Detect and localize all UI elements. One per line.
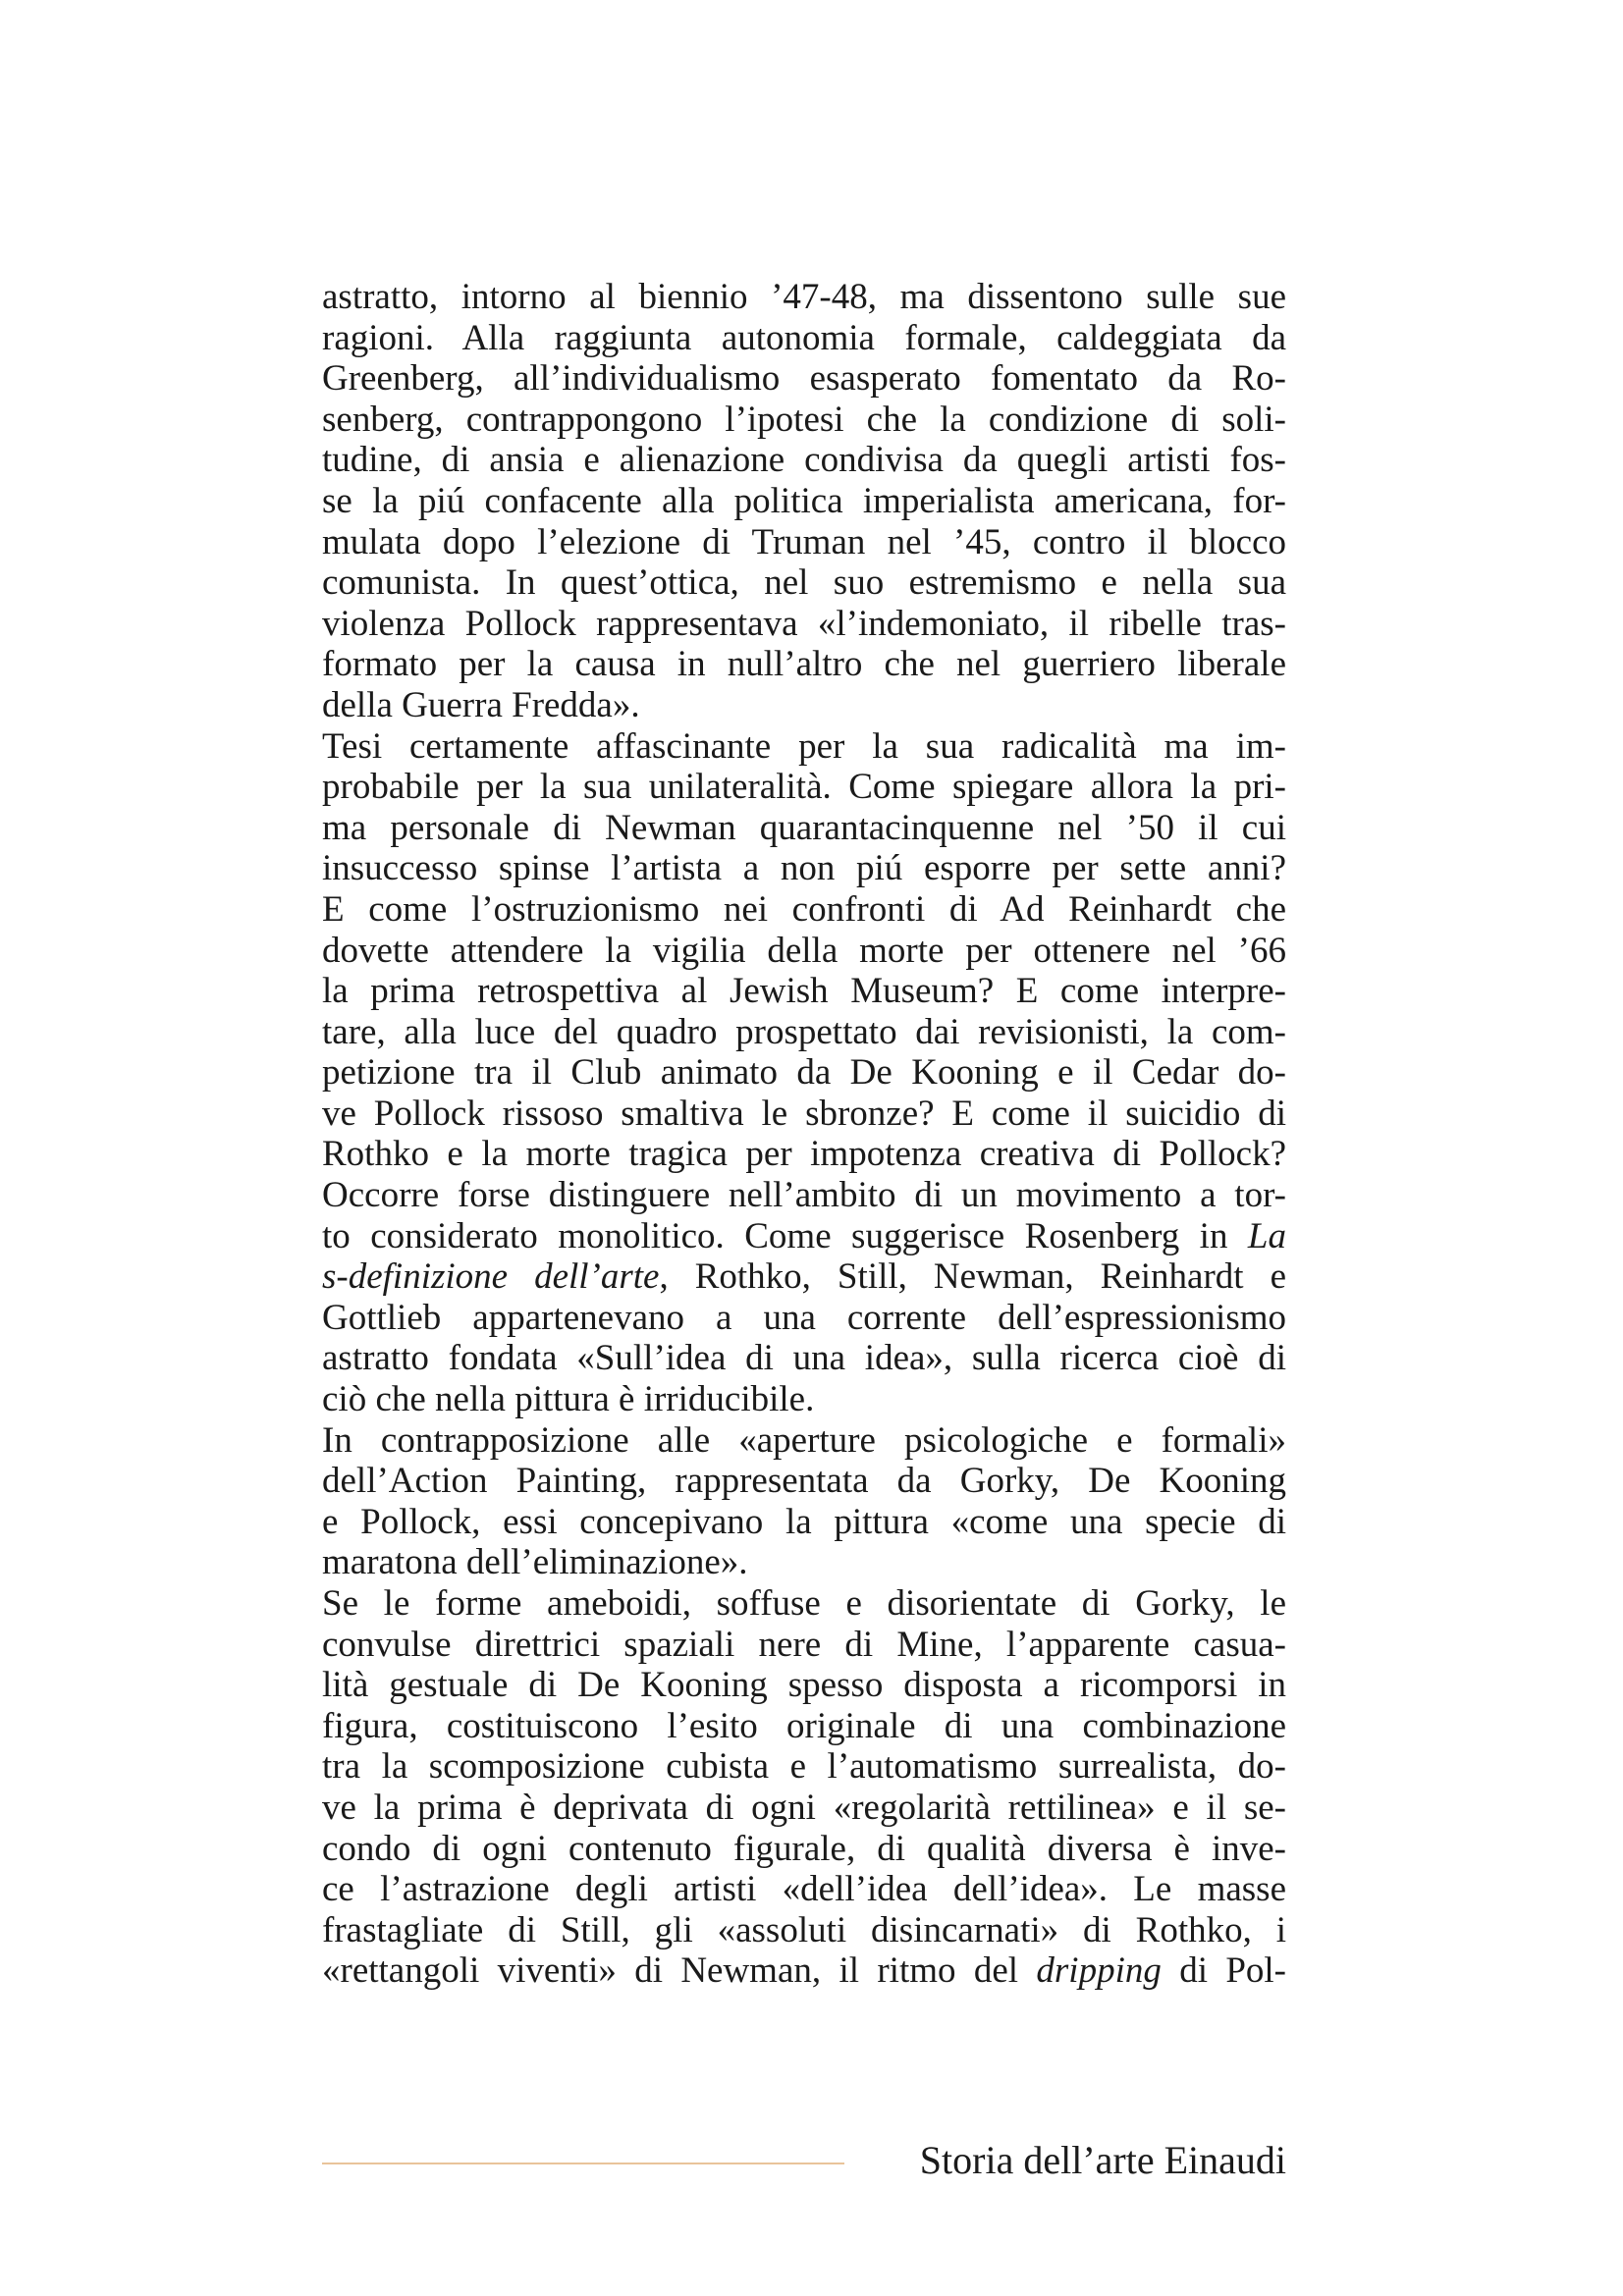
text-line: violenza Pollock rappresentava «l’indemoniato, il ribelle tras-: [322, 603, 1286, 644]
text-line: e Pollock, essi concepivano la pittura «come una specie di: [322, 1501, 1286, 1542]
text-line: astratto fondata «Sull’idea di una idea», sulla ricerca cioè di: [322, 1338, 1286, 1379]
text-line: ve la prima è deprivata di ogni «regolarità rettilinea» e il se-: [322, 1787, 1286, 1828]
text-line: comunista. In quest’ottica, nel suo estremismo e nella sua: [322, 562, 1286, 604]
text-line: ragioni. Alla raggiunta autonomia formale, caldeggiata da: [322, 317, 1286, 358]
text-line: ma personale di Newman quarantacinquenne nel ’50 il cui: [322, 807, 1286, 848]
text-line: dovette attendere la vigilia della morte per ottenere nel ’66: [322, 930, 1286, 971]
text-line: tra la scomposizione cubista e l’automatismo surrealista, do-: [322, 1746, 1286, 1788]
body-text: [322, 277, 1286, 1992]
text-line: [322, 1950, 1286, 1992]
text-line: Rothko e la morte tragica per impotenza creativa di Pollock?: [322, 1134, 1286, 1175]
footer-title: Storia dell’arte Einaudi: [919, 2138, 1286, 2182]
text-line: senberg, contrappongono l’ipotesi che la condizione di soli-: [322, 399, 1286, 440]
text-line: Se le forme ameboidi, soffuse e disorientate di Gorky, le: [322, 1583, 1286, 1624]
text-line: mulata dopo l’elezione di Truman nel ’45, contro il blocco: [322, 521, 1286, 562]
text-line: probabile per la sua unilateralità. Come spiegare allora la pri-: [322, 767, 1286, 808]
italic-title: s-definizione dell’arte: [322, 1256, 660, 1298]
text-line: Tesi certamente affascinante per la sua radicalità ma im-: [322, 725, 1286, 767]
line-text: «rettangoli viventi» di Newman, il ritmo del: [322, 1950, 1019, 1992]
text-line: convulse direttrici spaziali nere di Mine, l’apparente casua-: [322, 1624, 1286, 1665]
text-line: maratona dell’eliminazione».: [322, 1542, 748, 1583]
line-text: , Rothko, Still, Newman, Reinhardt e: [659, 1256, 1286, 1298]
text-line: formato per la causa in null’altro che nel guerriero liberale: [322, 644, 1286, 685]
text-line: figura, costituiscono l’esito originale di una combinazione: [322, 1705, 1286, 1746]
text-line: Gottlieb appartenevano a una corrente dell’espressionismo: [322, 1297, 1286, 1338]
text-line: della Guerra Fredda».: [322, 684, 640, 725]
text-line: petizione tra il Club animato da De Kooning e il Cedar do-: [322, 1052, 1286, 1094]
text-line: se la piú confacente alla politica imperialista americana, for-: [322, 480, 1286, 521]
line-text: to considerato monolitico. Come suggerisce Rosenberg in: [322, 1215, 1228, 1256]
text-line: Occorre forse distinguere nell’ambito di un movimento a tor-: [322, 1175, 1286, 1216]
text-line: [322, 1216, 1286, 1257]
text-line: insuccesso spinse l’artista a non piú esporre per sette anni?: [322, 848, 1286, 889]
text-line: ce l’astrazione degli artisti «dell’idea dell’idea». Le masse: [322, 1869, 1286, 1910]
text-line: tudine, di ansia e alienazione condivisa da quegli artisti fos-: [322, 440, 1286, 481]
text-line: [322, 1256, 1286, 1298]
text-line: dell’Action Painting, rappresentata da Gorky, De Kooning: [322, 1461, 1286, 1502]
text-line: ve Pollock rissoso smaltiva le sbronze? E come il suicidio di: [322, 1093, 1286, 1134]
text-line: frastagliate di Still, gli «assoluti disincarnati» di Rothko, i: [322, 1909, 1286, 1950]
text-line: lità gestuale di De Kooning spesso disposta a ricomporsi in: [322, 1665, 1286, 1706]
text-line: In contrapposizione alle «aperture psicologiche e formali»: [322, 1419, 1286, 1461]
footer-divider: [322, 2163, 844, 2164]
text-line: condo di ogni contenuto figurale, di qualità diversa è inve-: [322, 1828, 1286, 1869]
text-line: Greenberg, all’individualismo esasperato fomentato da Ro-: [322, 358, 1286, 400]
italic-term: La: [1247, 1215, 1286, 1256]
text-line: E come l’ostruzionismo nei confronti di Ad Reinhardt che: [322, 888, 1286, 930]
line-suffix: di Pol-: [1161, 1950, 1286, 1992]
text-line: ciò che nella pittura è irriducibile.: [322, 1379, 815, 1420]
text-line: tare, alla luce del quadro prospettato dai revisionisti, la com-: [322, 1011, 1286, 1052]
text-line: astratto, intorno al biennio ’47-48, ma dissentono sulle sue: [322, 277, 1286, 317]
text-line: la prima retrospettiva al Jewish Museum? E come interpre-: [322, 971, 1286, 1012]
italic-term: dripping: [1036, 1950, 1162, 1992]
